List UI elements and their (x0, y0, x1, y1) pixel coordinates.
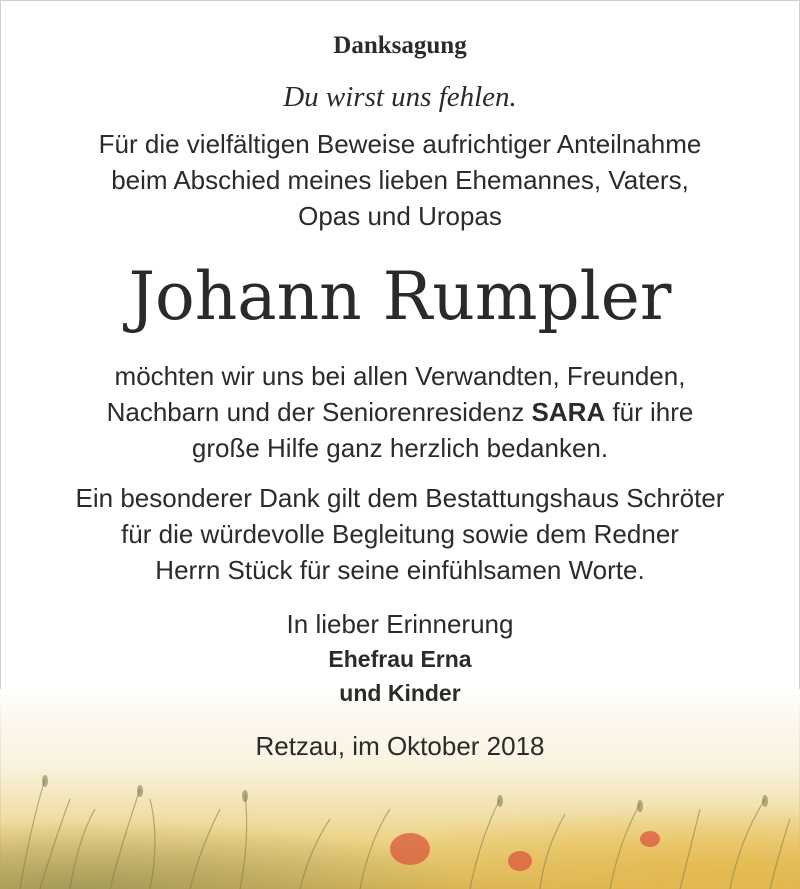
thanks-line-text: Nachbarn und der Seniorenresidenz (106, 397, 532, 427)
signatory: Ehefrau Erna (328, 646, 472, 672)
thanks-line (0, 394, 800, 430)
thanks-line-text: für ihre (605, 397, 694, 427)
meadow-background-image (0, 689, 800, 889)
thanks-line: möchten wir uns bei allen Verwandten, Freunden, (114, 361, 686, 391)
deceased-name: Johann Rumpler (128, 258, 672, 335)
place-date: Retzau, im Oktober 2018 (255, 731, 545, 761)
special-line: Herrn Stück für seine einfühlsamen Worte. (155, 555, 645, 585)
intro-paragraph (0, 126, 800, 234)
special-line: Ein besonderer Dank gilt dem Bestattungshaus Schröter (75, 483, 725, 513)
thanks-paragraph (0, 358, 800, 466)
special-line: für die würdevolle Begleitung sowie dem Redner (121, 519, 679, 549)
closing-phrase: In lieber Erinnerung (286, 609, 514, 639)
signatory: und Kinder (339, 680, 461, 706)
intro-line: Opas und Uropas (298, 201, 502, 231)
residence-name: SARA (531, 397, 606, 427)
thanks-line: große Hilfe ganz herzlich bedanken. (191, 433, 609, 463)
intro-line: Für die vielfältigen Beweise aufrichtiger Anteilnahme (98, 129, 702, 159)
special-thanks-paragraph (0, 480, 800, 588)
notice-title: Danksagung (333, 32, 467, 59)
notice-subtitle: Du wirst uns fehlen. (283, 81, 517, 113)
intro-line: beim Abschied meines lieben Ehemannes, Vaters, (111, 165, 689, 195)
closing-block (0, 606, 800, 710)
